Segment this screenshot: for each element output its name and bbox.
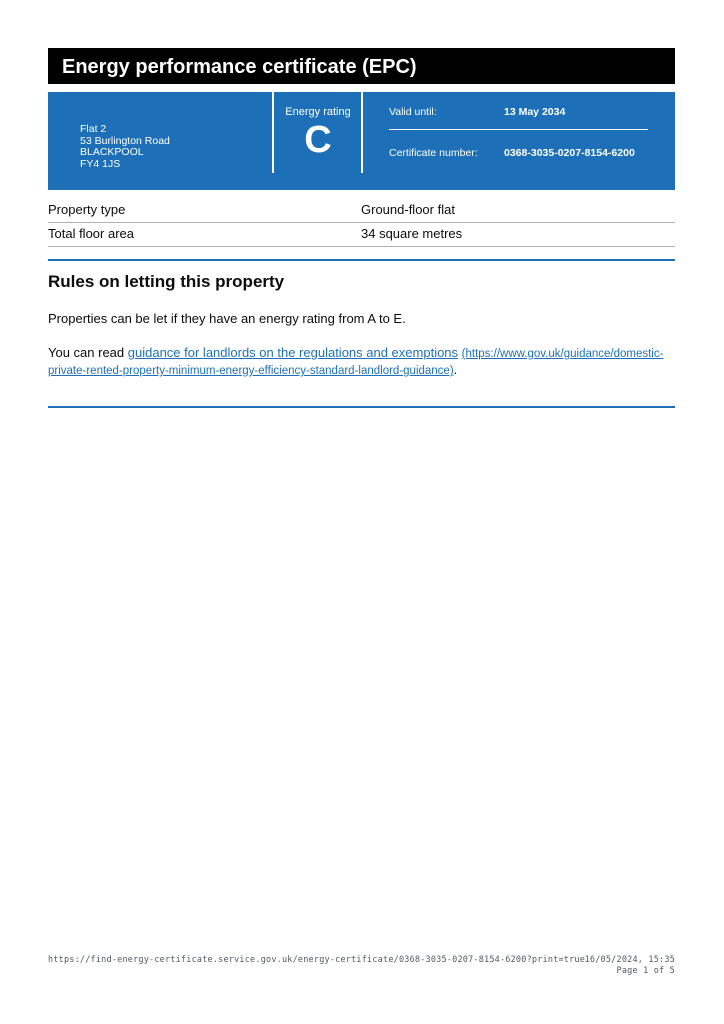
rules-heading: Rules on letting this property: [48, 272, 285, 291]
section-divider-bottom: [48, 406, 675, 408]
footer-url: https://find-energy-certificate.service.gov.uk/energy-certificate/0368-3035-0207-8154-6200?print=true: [48, 955, 586, 965]
page-title: Energy performance certificate (EPC): [48, 48, 675, 84]
property-address: [80, 124, 170, 170]
floor-area-value: 34 square metres: [361, 226, 463, 241]
property-type-value: Ground-floor flat: [361, 202, 455, 217]
paragraph-suffix: .: [453, 362, 458, 377]
energy-rating-label: Energy rating: [285, 106, 351, 118]
address-line-4: FY4 1JS: [80, 157, 121, 170]
address-line-1: Flat 2: [80, 123, 107, 135]
certificate-summary-panel: [48, 92, 675, 190]
property-type-label: Property type: [48, 202, 126, 217]
landlord-guidance-link[interactable]: guidance for landlords on the regulations and exemptions: [127, 345, 459, 360]
property-type-row: [48, 198, 675, 223]
certificate-number-value: 0368-3035-0207-8154-6200: [504, 147, 635, 159]
rules-paragraph-1: Properties can be let if they have an energy rating from A to E.: [48, 311, 406, 326]
valid-until-label: Valid until:: [389, 106, 437, 118]
info-divider: [389, 129, 648, 130]
floor-area-row: [48, 222, 675, 247]
valid-until-value: 13 May 2034: [504, 106, 566, 118]
rules-paragraph-2: [48, 345, 675, 379]
energy-rating-letter: C: [304, 119, 332, 161]
divider-right: [361, 92, 363, 173]
floor-area-label: Total floor area: [48, 226, 134, 241]
footer: [48, 955, 675, 965]
landlord-guidance-url[interactable]: (https://www.gov.uk/guidance/domestic-private-rented-property-minimum-energy-efficiency-standard-landlord-guidance): [48, 348, 664, 377]
certificate-number-label: Certificate number:: [389, 147, 478, 159]
footer-datetime: 16/05/2024, 15:35: [584, 955, 675, 965]
address-line-2: 53 Burlington Road: [80, 134, 170, 147]
paragraph-prefix: You can read: [48, 345, 128, 360]
address-line-3: BLACKPOOL: [80, 146, 144, 158]
footer-page-number: Page 1 of 5: [616, 966, 675, 976]
section-divider-top: [48, 259, 675, 261]
